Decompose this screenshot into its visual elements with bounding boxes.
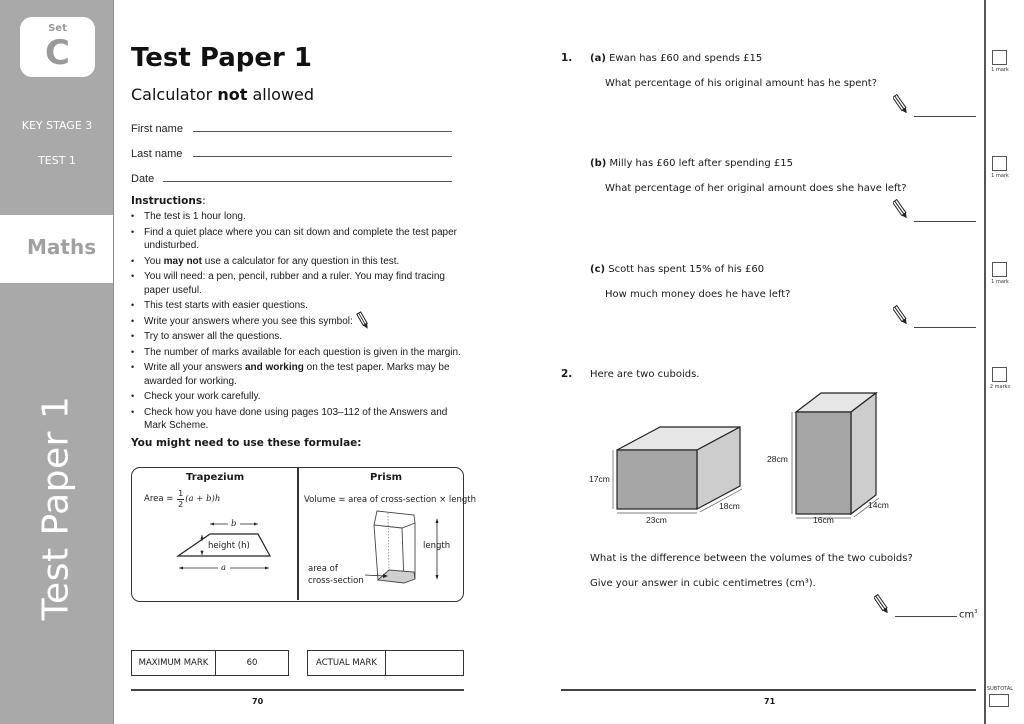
prism-formula: Volume = area of cross-section × length	[304, 495, 477, 505]
page-subtitle	[131, 85, 314, 105]
label-height: height (h)	[208, 541, 250, 551]
q1c-mark-box[interactable]	[992, 262, 1007, 277]
pencil-icon	[893, 304, 909, 328]
prism-top	[374, 511, 415, 528]
instruction-text: This test starts with easier questions.	[144, 300, 308, 311]
unit-text: cm	[959, 609, 975, 621]
formula-box	[131, 467, 477, 602]
q2-intro: Here are two cuboids.	[590, 369, 700, 380]
instruction-emphasis: may not	[163, 255, 202, 267]
instruction-item	[131, 406, 461, 433]
test-number: TEST 1	[38, 154, 76, 167]
fraction-numerator: 1	[178, 488, 184, 498]
instructions-heading-text: Instructions	[131, 195, 203, 207]
trapezium-title: Trapezium	[186, 472, 245, 483]
q1b-answer-line[interactable]	[914, 221, 976, 222]
instructions-heading	[131, 195, 206, 208]
q1b-marks: 1 mark	[991, 173, 1009, 179]
formulae-heading: You might need to use these formulae:	[131, 437, 362, 449]
date-field[interactable]	[163, 181, 452, 182]
cuboid-a-height: 17cm	[589, 474, 610, 484]
cuboid-b-side	[851, 393, 876, 514]
q1a-answer-line[interactable]	[914, 116, 976, 117]
instruction-text: Write all your answers	[144, 362, 245, 373]
question-2-number: 2.	[561, 368, 573, 380]
q1a-prompt: What percentage of his original amount has he spent?	[605, 78, 878, 89]
q1c-answer-line[interactable]	[914, 327, 976, 328]
label-b: b	[231, 519, 237, 529]
q1c-marks: 1 mark	[991, 279, 1009, 285]
instruction-item	[131, 210, 461, 224]
instruction-text: Check how you have done using pages 103–112 of the Answers and Mark Scheme.	[144, 406, 451, 431]
label-area-of: area of	[308, 564, 338, 574]
pencil-icon	[874, 593, 890, 617]
q2-mark-box[interactable]	[992, 367, 1007, 382]
instruction-item	[131, 390, 461, 404]
key-stage: KEY STAGE 3	[21, 119, 93, 132]
question-1-number: 1.	[561, 52, 573, 64]
margin-line	[984, 0, 986, 724]
q1c-statement-text: Scott has spent 15% of his £60	[605, 264, 765, 275]
cuboid-a-front	[617, 450, 697, 509]
instruction-item	[131, 361, 461, 388]
label-cross-section: cross-section	[308, 576, 364, 586]
subtitle-pre: Calculator	[131, 85, 218, 104]
instruction-item	[131, 270, 461, 297]
q1a-statement-text: Ewan has £60 and spends £15	[605, 53, 763, 64]
actual-mark-field[interactable]	[386, 651, 463, 675]
actual-mark-label: ACTUAL MARK	[308, 651, 386, 675]
cuboid-b-depth: 14cm	[868, 500, 889, 510]
set-badge	[20, 17, 95, 77]
pencil-icon	[356, 311, 370, 331]
first-name-label: First name	[131, 123, 183, 135]
cuboid-a-depth: 18cm	[719, 501, 740, 511]
instruction-text: Check your work carefully.	[144, 391, 261, 402]
q2-prompt: What is the difference between the volumes of the two cuboids?	[590, 553, 913, 564]
pencil-icon	[893, 93, 909, 117]
left-footer-rule	[131, 689, 464, 691]
subtitle-post: allowed	[247, 85, 315, 104]
instruction-text-end: use a calculator for any question in this test.	[202, 255, 400, 267]
q1b-statement	[590, 157, 793, 170]
q1b-statement-text: Milly has £60 left after spending £15	[606, 158, 794, 169]
sidebar	[0, 0, 114, 724]
instruction-emphasis: and working	[244, 362, 304, 373]
right-page-number: 71	[764, 697, 776, 706]
q1b-label: (b)	[590, 158, 607, 169]
instruction-item	[131, 299, 461, 313]
set-label: Set	[48, 23, 67, 34]
unit-superscript: 3	[974, 609, 978, 615]
cuboid-b-front	[796, 412, 851, 514]
instruction-text-end: on the test paper. Marks may be awarded for working.	[144, 362, 453, 387]
right-footer-rule	[561, 689, 976, 691]
instructions-list	[131, 210, 461, 435]
instruction-item	[131, 330, 461, 344]
last-name-field[interactable]	[193, 156, 452, 157]
pencil-icon	[893, 198, 909, 222]
instructions-colon: :	[202, 195, 206, 207]
instruction-item	[131, 226, 461, 253]
cuboid-a-width: 23cm	[646, 515, 667, 525]
area-suffix: (a + b)h	[185, 494, 221, 504]
max-mark-value: 60	[246, 658, 258, 668]
q1b-mark-box[interactable]	[992, 156, 1007, 171]
q1a-label: (a)	[590, 53, 606, 64]
first-name-field[interactable]	[193, 131, 452, 132]
instruction-text: The number of marks available for each question is given in the margin.	[144, 346, 461, 358]
subject-label: Maths	[27, 235, 97, 259]
q1a-marks: 1 mark	[991, 67, 1009, 73]
prism-title: Prism	[370, 472, 403, 483]
q2-unit	[959, 606, 977, 621]
q2-instruction: Give your answer in cubic centimetres (cm³).	[590, 578, 816, 589]
vertical-title: Test Paper 1	[35, 395, 77, 621]
subtitle-bold: not	[217, 85, 248, 104]
cuboids-diagram	[580, 385, 900, 530]
maximum-mark-box	[131, 650, 289, 676]
fraction-denominator: 2	[178, 499, 184, 509]
subtotal-box[interactable]	[989, 694, 1009, 707]
q2-marks: 2 marks	[989, 384, 1011, 390]
q1c-prompt: How much money does he have left?	[605, 289, 791, 300]
q1a-statement	[590, 52, 762, 65]
label-length: length	[423, 541, 451, 551]
q1b-prompt: What percentage of her original amount does she have left?	[605, 183, 907, 194]
instruction-item	[131, 255, 461, 269]
instruction-item	[131, 315, 461, 329]
last-name-label: Last name	[131, 148, 183, 160]
cuboid-b-width: 16cm	[813, 515, 834, 525]
q2-answer-line[interactable]	[895, 616, 957, 617]
left-page-number: 70	[252, 697, 264, 706]
set-letter: C	[45, 33, 70, 73]
instruction-text: Find a quiet place where you can sit down and complete the test paper undisturbed.	[144, 226, 460, 251]
subtotal-label: SUBTOTAL	[986, 686, 1014, 692]
label-a: a	[221, 563, 227, 573]
q1c-label: (c)	[590, 264, 606, 275]
instruction-text: You	[144, 255, 164, 267]
max-mark-label: MAXIMUM MARK	[132, 651, 216, 675]
page-title: Test Paper 1	[131, 43, 312, 73]
cuboid-b-height: 28cm	[767, 454, 788, 464]
actual-mark-box	[307, 650, 464, 676]
instruction-text: Try to answer all the questions.	[144, 331, 283, 342]
formula-diagrams	[132, 468, 462, 600]
area-prefix: Area =	[144, 494, 177, 504]
q1a-mark-box[interactable]	[992, 50, 1007, 65]
instruction-text: Write your answers where you see this symbol:	[144, 315, 353, 327]
instruction-item	[131, 346, 461, 360]
instruction-text: You will need: a pen, pencil, rubber and a ruler. You may find tracing paper useful.	[144, 271, 448, 296]
date-label: Date	[131, 173, 155, 185]
instruction-text: The test is 1 hour long.	[144, 211, 246, 222]
q1c-statement	[590, 263, 764, 276]
